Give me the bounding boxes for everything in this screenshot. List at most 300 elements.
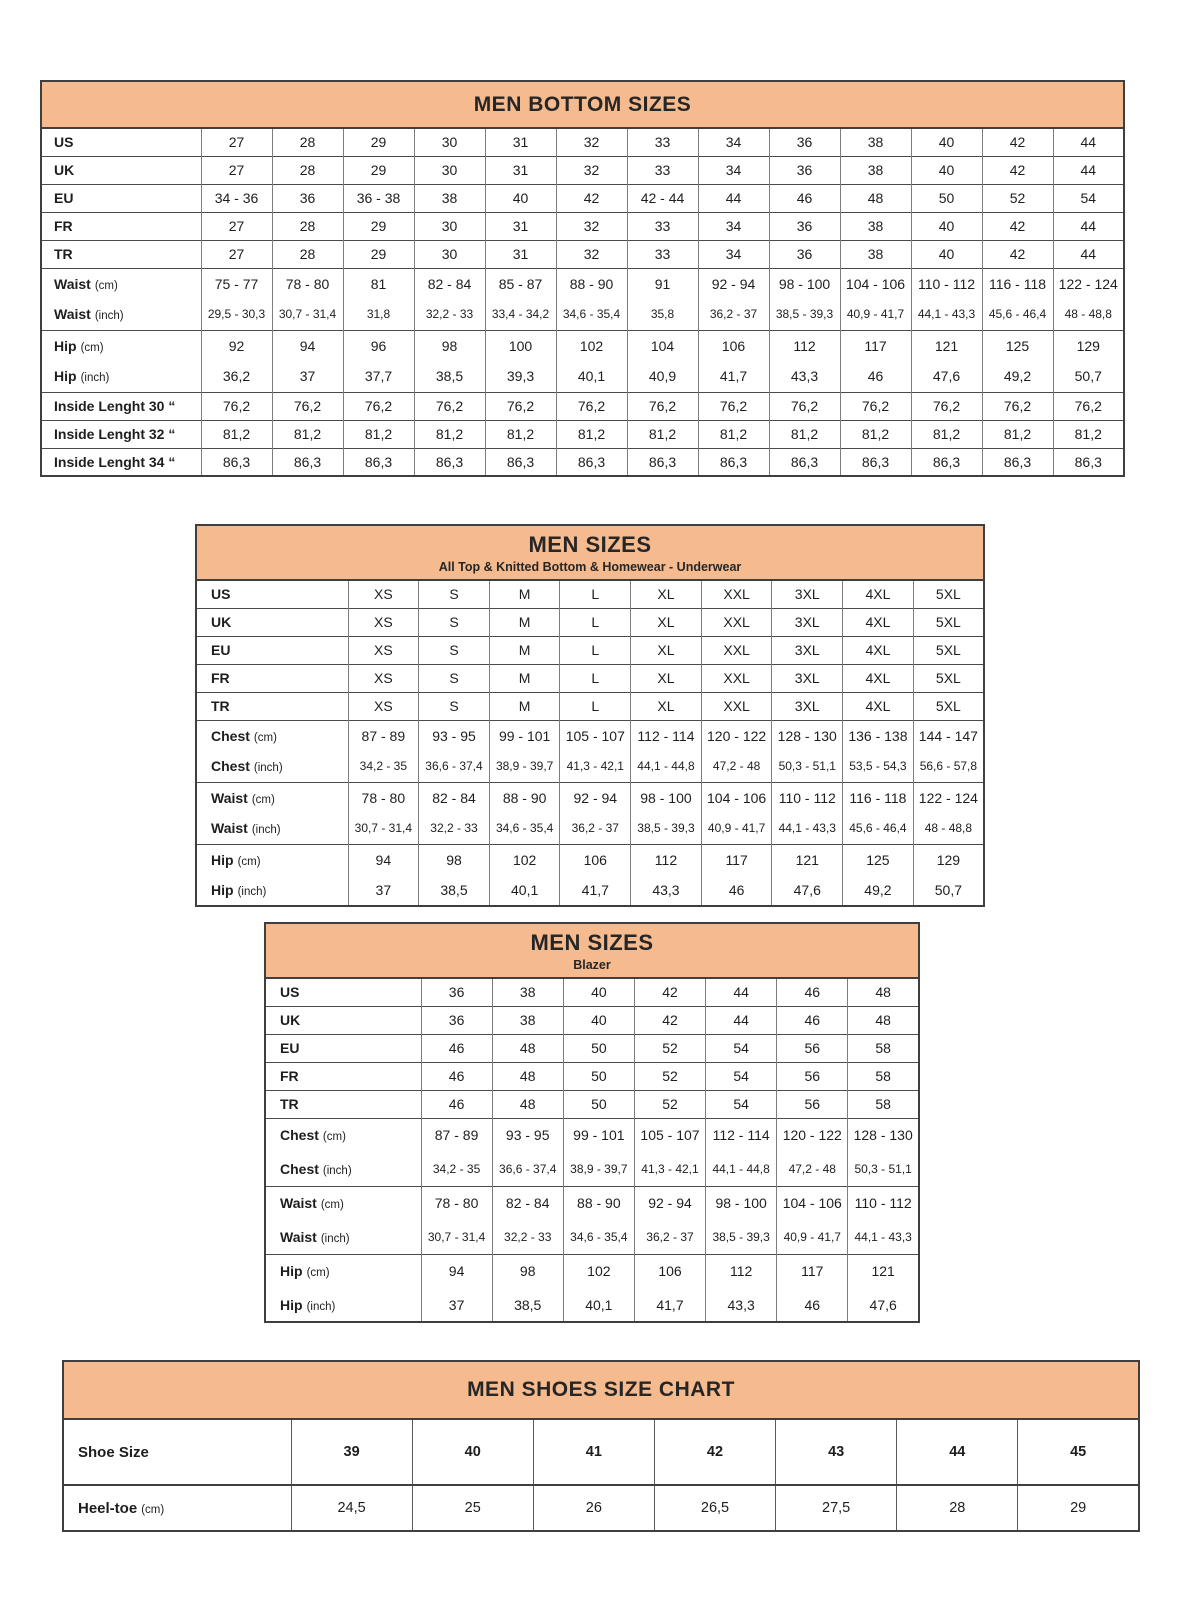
table-title: MEN SIZES xyxy=(530,929,654,955)
cell: 121 xyxy=(848,1254,919,1288)
row-label xyxy=(265,1186,421,1220)
row-chest-inch xyxy=(265,1152,919,1186)
row-label-unit: (inch) xyxy=(306,1300,336,1313)
cell: XL xyxy=(631,692,702,720)
row-label xyxy=(196,875,348,906)
cell: 49,2 xyxy=(982,361,1053,392)
cell: 33 xyxy=(627,128,698,156)
cell: 31 xyxy=(485,156,556,184)
row-label-unit: (cm) xyxy=(320,1199,344,1212)
cell: 122 - 124 xyxy=(1053,268,1124,299)
cell: 41,7 xyxy=(560,875,631,906)
cell: 32 xyxy=(556,240,627,268)
row-label-text: FR xyxy=(54,218,73,234)
cell: 36 xyxy=(421,1006,492,1034)
row-label-text: Hip xyxy=(211,851,234,868)
cell: 81,2 xyxy=(627,420,698,448)
cell: 88 - 90 xyxy=(563,1186,634,1220)
cell: 38 xyxy=(840,128,911,156)
row-label-unit: (cm) xyxy=(94,279,118,292)
row-label xyxy=(196,692,348,720)
row-label-text: US xyxy=(280,984,300,1001)
cell: 36 xyxy=(421,978,492,1006)
row-chest-inch xyxy=(196,751,984,782)
cell: 98 - 100 xyxy=(706,1186,777,1220)
cell: 52 xyxy=(982,184,1053,212)
cell: 144 - 147 xyxy=(913,720,984,751)
row-label-unit: (cm) xyxy=(141,1503,165,1516)
cell: 92 - 94 xyxy=(698,268,769,299)
row-tr xyxy=(196,692,984,720)
row-us xyxy=(265,978,919,1006)
row-label-text: Inside Lenght 32 “ xyxy=(54,426,176,442)
row-label xyxy=(265,1090,421,1118)
cell: 34 xyxy=(698,240,769,268)
cell: 41,7 xyxy=(698,361,769,392)
cell: 102 xyxy=(489,844,560,875)
cell: 93 - 95 xyxy=(492,1118,563,1152)
cell: 41,3 - 42,1 xyxy=(634,1152,705,1186)
cell: 27 xyxy=(201,156,272,184)
cell: 4XL xyxy=(843,608,914,636)
cell: 43,3 xyxy=(631,875,702,906)
cell: 120 - 122 xyxy=(701,720,772,751)
row-label-unit: (inch) xyxy=(320,1232,350,1245)
cell: 81,2 xyxy=(556,420,627,448)
cell: 102 xyxy=(556,330,627,361)
cell: S xyxy=(419,664,490,692)
cell: 29 xyxy=(343,156,414,184)
row-label xyxy=(265,1062,421,1090)
cell: 35,8 xyxy=(627,299,698,330)
cell: 38 xyxy=(492,1006,563,1034)
cell: 27 xyxy=(201,128,272,156)
cell: 44 xyxy=(706,978,777,1006)
row-waist-inch xyxy=(196,813,984,844)
cell: 29 xyxy=(1018,1485,1139,1531)
row-label-unit: (cm) xyxy=(80,341,104,354)
cell: 48 xyxy=(492,1090,563,1118)
row-label xyxy=(41,268,201,299)
cell: 32 xyxy=(556,128,627,156)
row-label-text: US xyxy=(54,134,74,151)
cell: 94 xyxy=(348,844,419,875)
row-label-unit: (inch) xyxy=(251,824,281,837)
cell: 42 xyxy=(634,1006,705,1034)
cell: XS xyxy=(348,580,419,608)
row-label xyxy=(196,580,348,608)
cell: XS xyxy=(348,608,419,636)
cell: 44 xyxy=(706,1006,777,1034)
row-label-text: Inside Lenght 34 “ xyxy=(54,453,176,470)
cell: 25 xyxy=(412,1485,533,1531)
row-label-text: Hip xyxy=(280,1263,303,1280)
cell: 34,6 - 35,4 xyxy=(556,299,627,330)
row-label-text: Waist xyxy=(280,1228,317,1245)
cell: 105 - 107 xyxy=(634,1118,705,1152)
men-sizes-top-grid xyxy=(195,524,985,907)
men-bottom-sizes-grid xyxy=(40,80,1125,477)
row-label-text: Chest xyxy=(280,1160,319,1177)
cell: 38 xyxy=(840,156,911,184)
row-waist-cm xyxy=(41,268,1124,299)
cell: 136 - 138 xyxy=(843,720,914,751)
cell: 40 xyxy=(911,128,982,156)
cell: 56 xyxy=(777,1062,848,1090)
cell: 116 - 118 xyxy=(982,268,1053,299)
cell: 47,2 - 48 xyxy=(777,1152,848,1186)
row-label xyxy=(41,448,201,476)
cell: 26,5 xyxy=(654,1485,775,1531)
cell: 129 xyxy=(913,844,984,875)
cell: 31 xyxy=(485,240,556,268)
cell: 58 xyxy=(848,1090,919,1118)
cell: 86,3 xyxy=(343,448,414,476)
cell: M xyxy=(489,580,560,608)
cell: 102 xyxy=(563,1254,634,1288)
cell: 81,2 xyxy=(1053,420,1124,448)
cell: 50 xyxy=(563,1090,634,1118)
row-label xyxy=(196,844,348,875)
row-label-text: Hip xyxy=(211,882,234,898)
cell: 44,1 - 44,8 xyxy=(631,751,702,782)
row-fr xyxy=(41,212,1124,240)
men-shoes-size-chart-grid xyxy=(62,1360,1140,1532)
cell: 40,9 - 41,7 xyxy=(701,813,772,844)
row-fr xyxy=(196,664,984,692)
row-label xyxy=(265,1006,421,1034)
cell: 42 xyxy=(982,240,1053,268)
cell: 30,7 - 31,4 xyxy=(421,1220,492,1254)
row-label xyxy=(265,1220,421,1254)
cell: 76,2 xyxy=(272,392,343,420)
row-label-text: Shoe Size xyxy=(78,1443,149,1461)
cell: XS xyxy=(348,636,419,664)
cell: 104 xyxy=(627,330,698,361)
cell: 44 xyxy=(1053,212,1124,240)
cell: 36,2 - 37 xyxy=(560,813,631,844)
cell: 86,3 xyxy=(556,448,627,476)
cell: 50 xyxy=(911,184,982,212)
row-label-text: Waist xyxy=(280,1195,317,1212)
cell: 4XL xyxy=(843,636,914,664)
cell: 3XL xyxy=(772,608,843,636)
table-header xyxy=(63,1361,1139,1419)
cell: 86,3 xyxy=(627,448,698,476)
cell: 81,2 xyxy=(272,420,343,448)
row-label xyxy=(265,1288,421,1322)
cell: 81,2 xyxy=(698,420,769,448)
cell: 31 xyxy=(485,212,556,240)
cell: 105 - 107 xyxy=(560,720,631,751)
cell: 76,2 xyxy=(201,392,272,420)
cell: 47,2 - 48 xyxy=(701,751,772,782)
row-label xyxy=(63,1485,291,1531)
cell: 46 xyxy=(769,184,840,212)
cell: 34,2 - 35 xyxy=(421,1152,492,1186)
cell: XXL xyxy=(701,608,772,636)
cell: 112 xyxy=(706,1254,777,1288)
cell: 76,2 xyxy=(556,392,627,420)
row-label-unit: (inch) xyxy=(80,372,110,385)
cell: 29,5 - 30,3 xyxy=(201,299,272,330)
cell: 40,9 - 41,7 xyxy=(777,1220,848,1254)
cell: 36 xyxy=(769,212,840,240)
table-title: MEN SIZES xyxy=(528,531,652,557)
cell: 36 - 38 xyxy=(343,184,414,212)
cell: 87 - 89 xyxy=(421,1118,492,1152)
table-header-row xyxy=(41,81,1124,128)
cell: 44 xyxy=(897,1419,1018,1485)
cell: 40,9 xyxy=(627,361,698,392)
cell: XXL xyxy=(701,580,772,608)
cell: 34 xyxy=(698,212,769,240)
cell: 4XL xyxy=(843,580,914,608)
cell: 36 xyxy=(769,156,840,184)
row-label-unit: (cm) xyxy=(253,731,277,744)
row-label-text: EU xyxy=(280,1040,300,1056)
cell: 112 xyxy=(631,844,702,875)
row-chest-cm xyxy=(265,1118,919,1152)
cell: 112 - 114 xyxy=(631,720,702,751)
cell: 49,2 xyxy=(843,875,914,906)
row-hip-inch xyxy=(265,1288,919,1322)
cell: 40 xyxy=(485,184,556,212)
table-header xyxy=(265,923,919,978)
row-label-unit: (inch) xyxy=(322,1164,352,1177)
cell: 44,1 - 43,3 xyxy=(772,813,843,844)
row-label-text: Waist xyxy=(211,789,248,806)
cell: 76,2 xyxy=(627,392,698,420)
row-label-text: FR xyxy=(280,1068,299,1084)
row-label-text: Inside Lenght 30 “ xyxy=(54,398,176,414)
cell: 110 - 112 xyxy=(911,268,982,299)
cell: 112 - 114 xyxy=(706,1118,777,1152)
cell: 47,6 xyxy=(772,875,843,906)
row-label-text: FR xyxy=(211,670,230,686)
cell: 32,2 - 33 xyxy=(419,813,490,844)
cell: M xyxy=(489,636,560,664)
row-label xyxy=(41,184,201,212)
cell: 5XL xyxy=(913,664,984,692)
row-uk xyxy=(265,1006,919,1034)
cell: 29 xyxy=(343,212,414,240)
cell: 40 xyxy=(911,212,982,240)
cell: 38 xyxy=(840,212,911,240)
cell: 33 xyxy=(627,212,698,240)
cell: 106 xyxy=(560,844,631,875)
men-sizes-top-table xyxy=(195,524,985,907)
cell: 58 xyxy=(848,1034,919,1062)
cell: 34,6 - 35,4 xyxy=(563,1220,634,1254)
table-header-row xyxy=(196,525,984,580)
cell: 28 xyxy=(897,1485,1018,1531)
cell: 85 - 87 xyxy=(485,268,556,299)
cell: 92 xyxy=(201,330,272,361)
row-inside-lenght-32 xyxy=(41,420,1124,448)
cell: 76,2 xyxy=(911,392,982,420)
cell: 81,2 xyxy=(343,420,414,448)
cell: 86,3 xyxy=(485,448,556,476)
cell: 112 xyxy=(769,330,840,361)
cell: 46 xyxy=(777,1006,848,1034)
cell: XL xyxy=(631,636,702,664)
row-label xyxy=(41,392,201,420)
row-label xyxy=(265,1034,421,1062)
men-shoes-size-chart-table xyxy=(62,1360,1140,1532)
cell: 86,3 xyxy=(1053,448,1124,476)
cell: 76,2 xyxy=(698,392,769,420)
row-label xyxy=(41,212,201,240)
row-waist-cm xyxy=(265,1186,919,1220)
row-shoe-size xyxy=(63,1419,1139,1485)
cell: 121 xyxy=(911,330,982,361)
cell: 32,2 - 33 xyxy=(414,299,485,330)
row-label-text: UK xyxy=(54,162,75,178)
cell: L xyxy=(560,608,631,636)
row-uk xyxy=(41,156,1124,184)
cell: XXL xyxy=(701,664,772,692)
cell: 40 xyxy=(563,1006,634,1034)
table-title: MEN SHOES SIZE CHART xyxy=(467,1378,735,1401)
cell: 31 xyxy=(485,128,556,156)
row-hip-inch xyxy=(41,361,1124,392)
cell: 46 xyxy=(777,1288,848,1322)
cell: XXL xyxy=(701,692,772,720)
cell: 48 - 48,8 xyxy=(913,813,984,844)
cell: 76,2 xyxy=(343,392,414,420)
cell: 125 xyxy=(982,330,1053,361)
cell: 42 xyxy=(654,1419,775,1485)
cell: 39 xyxy=(291,1419,412,1485)
cell: 38,9 - 39,7 xyxy=(563,1152,634,1186)
cell: 104 - 106 xyxy=(840,268,911,299)
cell: 94 xyxy=(272,330,343,361)
cell: 75 - 77 xyxy=(201,268,272,299)
row-label-text: Waist xyxy=(54,306,91,323)
cell: 38,5 - 39,3 xyxy=(706,1220,777,1254)
row-label-text: EU xyxy=(54,190,74,206)
cell: 30 xyxy=(414,156,485,184)
cell: 36,2 xyxy=(201,361,272,392)
table-title: MEN BOTTOM SIZES xyxy=(473,92,692,116)
row-waist-inch xyxy=(41,299,1124,330)
row-label xyxy=(41,128,201,156)
cell: 44 xyxy=(1053,128,1124,156)
cell: 81,2 xyxy=(982,420,1053,448)
cell: 106 xyxy=(634,1254,705,1288)
cell: 28 xyxy=(272,156,343,184)
cell: 100 xyxy=(485,330,556,361)
cell: 32,2 - 33 xyxy=(492,1220,563,1254)
cell: 38 xyxy=(414,184,485,212)
cell: 5XL xyxy=(913,636,984,664)
row-label-text: TR xyxy=(280,1096,299,1112)
cell: 129 xyxy=(1053,330,1124,361)
cell: 81,2 xyxy=(201,420,272,448)
cell: 98 - 100 xyxy=(631,782,702,813)
cell: 86,3 xyxy=(840,448,911,476)
cell: M xyxy=(489,692,560,720)
row-hip-cm xyxy=(41,330,1124,361)
cell: 88 - 90 xyxy=(556,268,627,299)
cell: 128 - 130 xyxy=(848,1118,919,1152)
cell: 116 - 118 xyxy=(843,782,914,813)
row-label xyxy=(41,240,201,268)
cell: 37,7 xyxy=(343,361,414,392)
cell: XL xyxy=(631,608,702,636)
cell: 78 - 80 xyxy=(272,268,343,299)
cell: 110 - 112 xyxy=(772,782,843,813)
cell: 86,3 xyxy=(698,448,769,476)
cell: XS xyxy=(348,664,419,692)
row-label xyxy=(41,330,201,361)
table-subtitle: Blazer xyxy=(573,957,611,972)
row-label xyxy=(41,420,201,448)
cell: 47,6 xyxy=(911,361,982,392)
cell: 24,5 xyxy=(291,1485,412,1531)
cell: 40,1 xyxy=(489,875,560,906)
cell: 44,1 - 44,8 xyxy=(706,1152,777,1186)
cell: 76,2 xyxy=(982,392,1053,420)
cell: 37 xyxy=(421,1288,492,1322)
row-label-text: Hip xyxy=(280,1296,303,1313)
row-label-text: Waist xyxy=(211,820,248,837)
cell: 39,3 xyxy=(485,361,556,392)
cell: 38,5 xyxy=(419,875,490,906)
cell: 104 - 106 xyxy=(701,782,772,813)
cell: 42 xyxy=(982,156,1053,184)
cell: 27 xyxy=(201,212,272,240)
cell: 117 xyxy=(777,1254,848,1288)
cell: 56 xyxy=(777,1034,848,1062)
row-chest-cm xyxy=(196,720,984,751)
cell: 38,5 - 39,3 xyxy=(631,813,702,844)
row-hip-cm xyxy=(265,1254,919,1288)
cell: 37 xyxy=(272,361,343,392)
cell: 48 xyxy=(492,1062,563,1090)
cell: 58 xyxy=(848,1062,919,1090)
cell: 117 xyxy=(840,330,911,361)
cell: 50,3 - 51,1 xyxy=(848,1152,919,1186)
cell: 50,7 xyxy=(1053,361,1124,392)
row-label xyxy=(63,1419,291,1485)
row-label-unit: (cm) xyxy=(251,793,275,806)
row-label-text: UK xyxy=(211,614,232,630)
row-hip-inch xyxy=(196,875,984,906)
cell: 30 xyxy=(414,212,485,240)
cell: 40 xyxy=(563,978,634,1006)
cell: 88 - 90 xyxy=(489,782,560,813)
cell: 30,7 - 31,4 xyxy=(348,813,419,844)
cell: 27,5 xyxy=(776,1485,897,1531)
cell: 99 - 101 xyxy=(563,1118,634,1152)
cell: L xyxy=(560,580,631,608)
cell: XL xyxy=(631,580,702,608)
cell: 81,2 xyxy=(485,420,556,448)
table-header-row xyxy=(265,923,919,978)
row-label-text: Chest xyxy=(211,727,250,744)
row-tr xyxy=(41,240,1124,268)
cell: 5XL xyxy=(913,580,984,608)
cell: 44 xyxy=(698,184,769,212)
cell: 52 xyxy=(634,1062,705,1090)
row-label-unit: (cm) xyxy=(322,1131,346,1144)
cell: 38,5 xyxy=(492,1288,563,1322)
cell: 45,6 - 46,4 xyxy=(982,299,1053,330)
cell: 44 xyxy=(1053,156,1124,184)
row-label-text: EU xyxy=(211,642,231,658)
